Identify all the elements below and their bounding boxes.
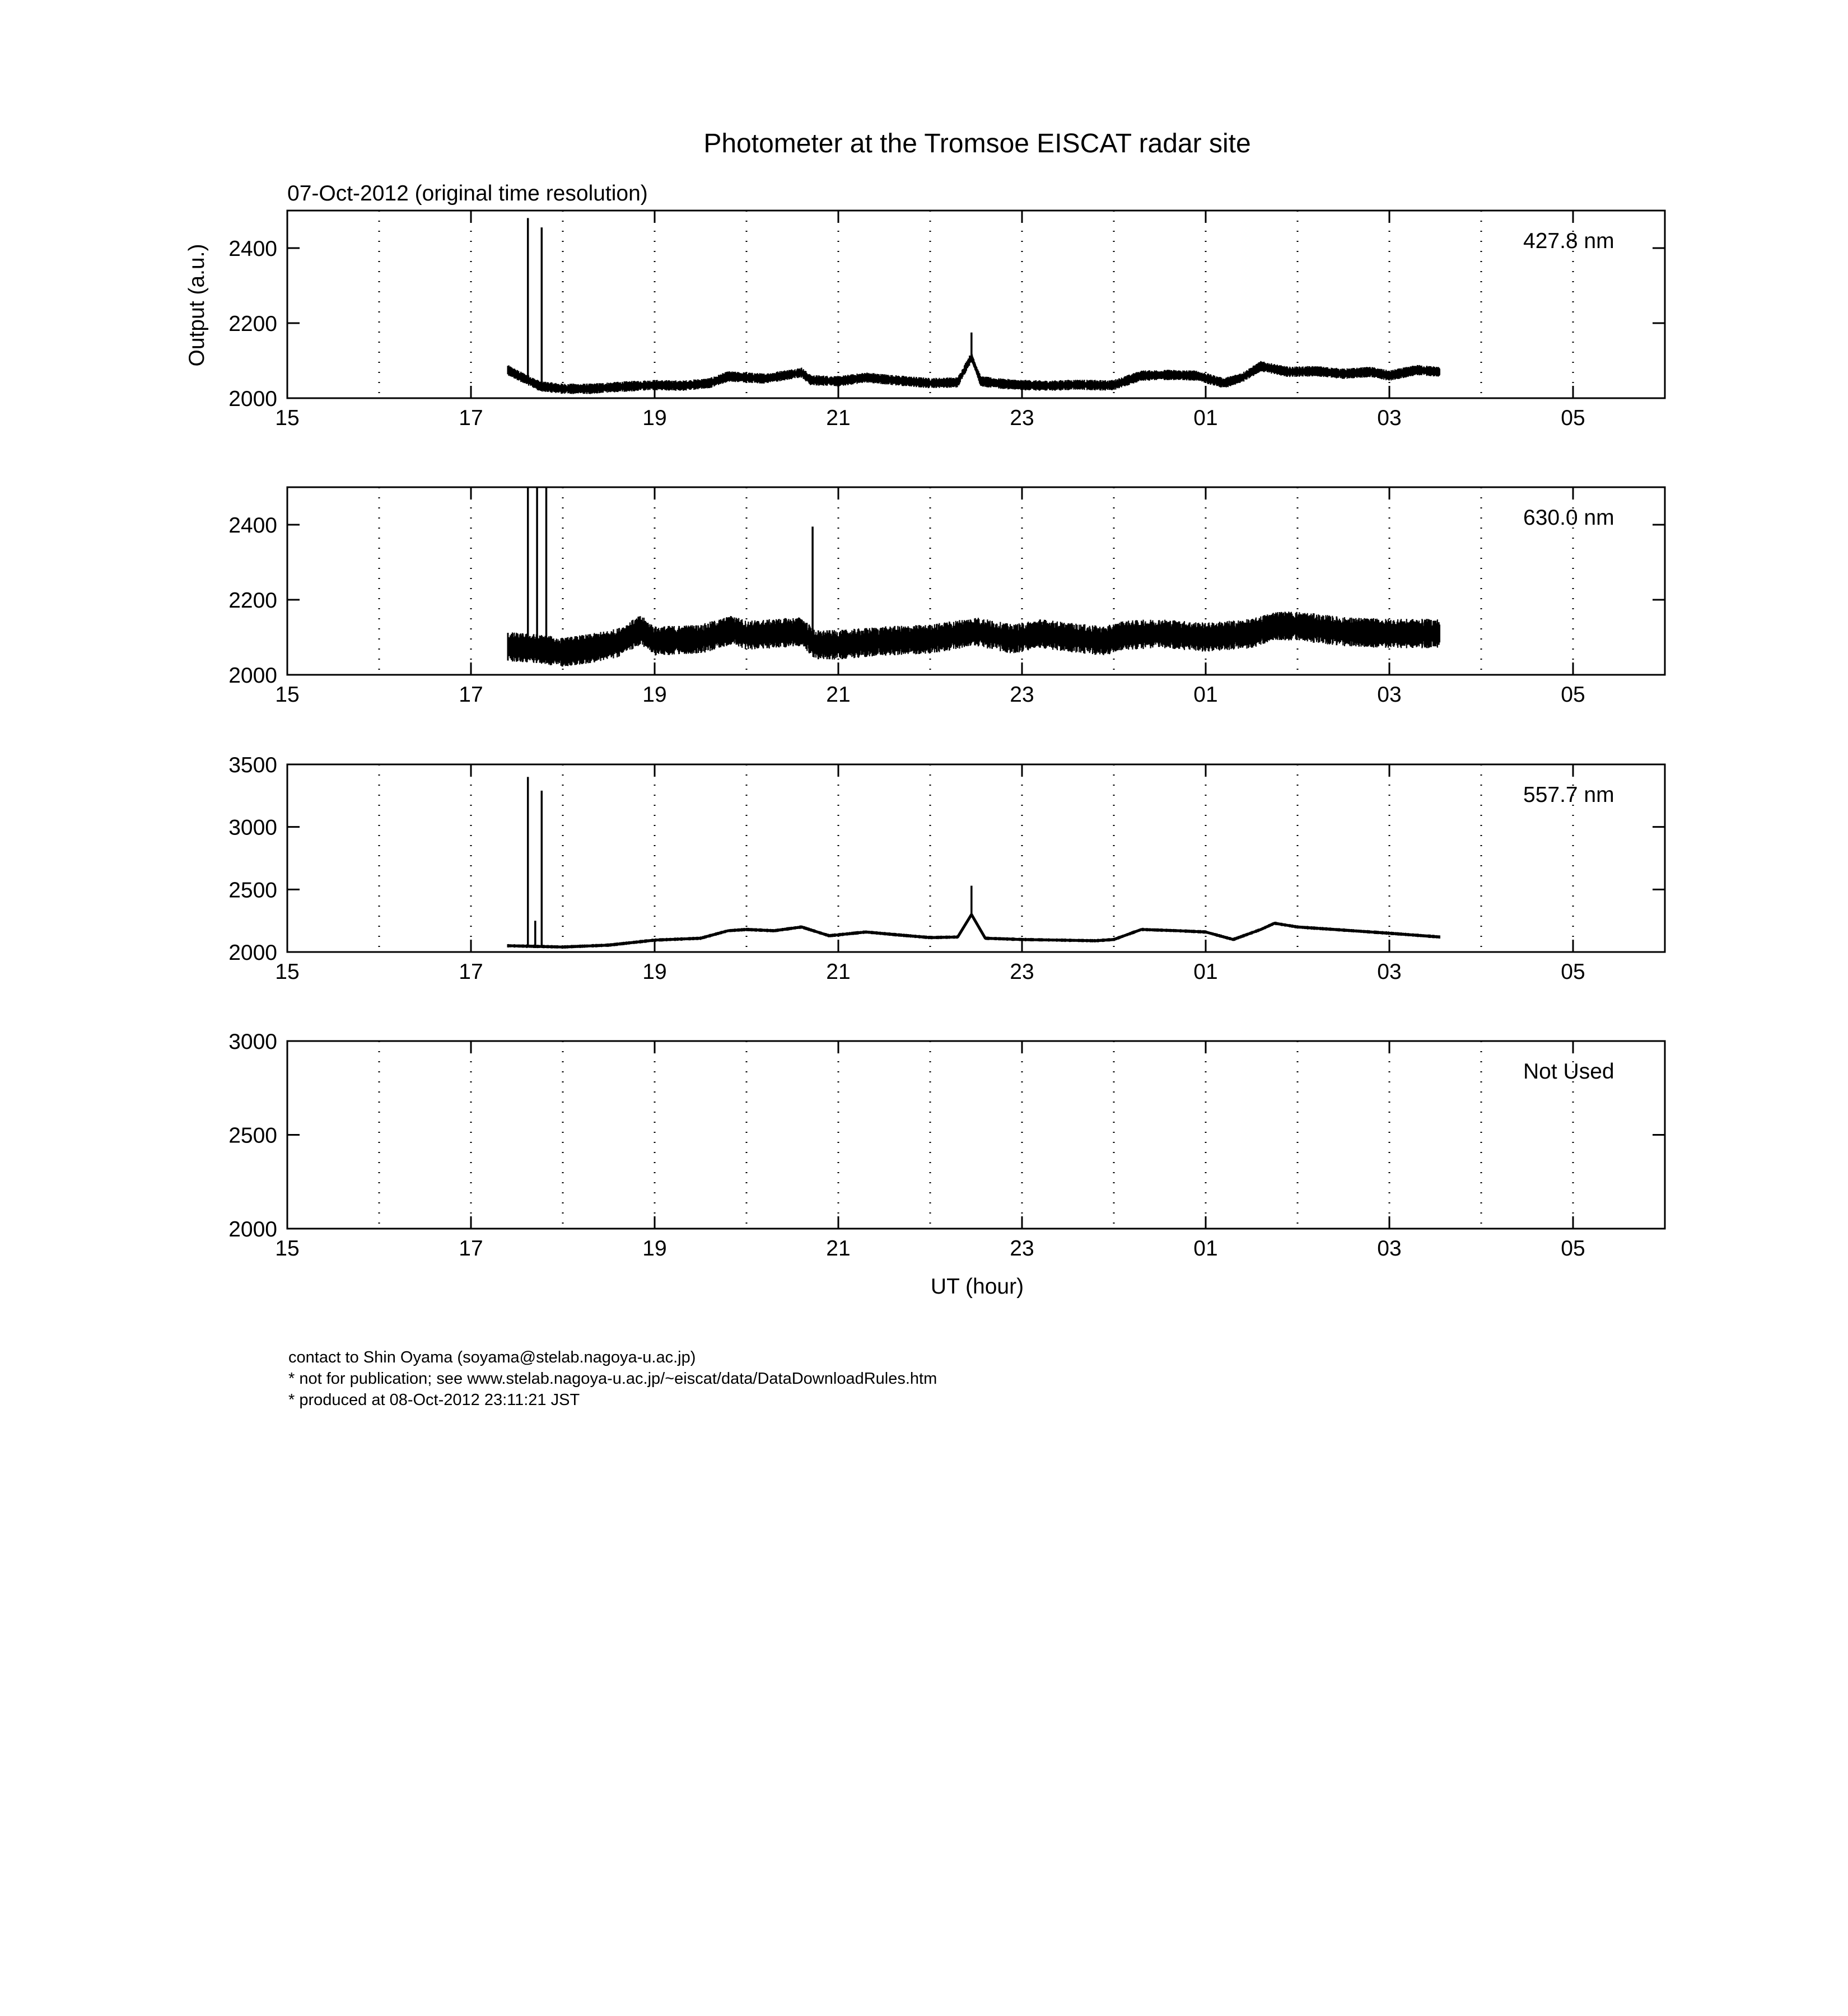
x-tick-label: 03 (1377, 960, 1402, 984)
x-tick-label: 01 (1193, 406, 1218, 430)
y-tick-label: 2500 (228, 1123, 277, 1148)
series-line (508, 914, 1440, 947)
y-axis-label: Output (a.u.) (185, 244, 209, 367)
chart-subtitle: 07-Oct-2012 (original time resolution) (287, 181, 648, 206)
series-label: 557.7 nm (1523, 783, 1614, 807)
footer-contact: contact to Shin Oyama (soyama@stelab.nagoya-u.ac.jp) (288, 1348, 696, 1366)
chart-title: Photometer at the Tromsoe EISCAT radar site (703, 129, 1251, 158)
x-tick-label: 17 (459, 683, 483, 707)
y-tick-label: 2200 (228, 312, 277, 336)
x-tick-label: 21 (826, 1236, 851, 1261)
x-tick-label: 05 (1561, 683, 1585, 707)
x-tick-label: 21 (826, 406, 851, 430)
y-tick-label: 2000 (228, 941, 277, 965)
x-tick-label: 23 (1010, 1236, 1034, 1261)
x-tick-label: 17 (459, 960, 483, 984)
series-line (508, 357, 1440, 389)
y-tick-label: 2000 (228, 664, 277, 688)
x-tick-label: 05 (1561, 406, 1585, 430)
x-tick-label: 17 (459, 1236, 483, 1261)
series-label: Not Used (1523, 1060, 1614, 1084)
y-tick-label: 3500 (228, 753, 277, 777)
x-tick-label: 19 (642, 683, 667, 707)
x-tick-label: 19 (642, 1236, 667, 1261)
x-tick-label: 01 (1193, 960, 1218, 984)
x-tick-label: 19 (642, 960, 667, 984)
y-tick-label: 2000 (228, 387, 277, 411)
series-noise-band (508, 352, 1440, 394)
x-tick-label: 01 (1193, 1236, 1218, 1261)
x-axis-label: UT (hour) (930, 1275, 1024, 1299)
y-tick-label: 2500 (228, 878, 277, 903)
chart-panels (228, 211, 1665, 1261)
series-label: 427.8 nm (1523, 229, 1614, 253)
footer-publication-note[interactable]: * not for publication; see www.stelab.nagoya-u.ac.jp/~eiscat/data/DataDownloadRules.htm (288, 1370, 937, 1388)
x-tick-label: 23 (1010, 406, 1034, 430)
x-tick-label: 21 (826, 683, 851, 707)
x-tick-label: 05 (1561, 1236, 1585, 1261)
y-tick-label: 2400 (228, 237, 277, 261)
series-label: 630.0 nm (1523, 506, 1614, 530)
y-tick-label: 3000 (228, 815, 277, 840)
chart-panel-4 (228, 1030, 1665, 1261)
x-tick-label: 03 (1377, 1236, 1402, 1261)
chart-panel-3 (228, 753, 1665, 984)
y-tick-label: 2400 (228, 514, 277, 538)
footer-produced-at: * produced at 08-Oct-2012 23:11:21 JST (288, 1391, 580, 1409)
x-tick-label: 19 (642, 406, 667, 430)
footer-notes (288, 1347, 937, 1411)
x-tick-label: 03 (1377, 406, 1402, 430)
x-tick-label: 15 (275, 960, 300, 984)
x-tick-label: 17 (459, 406, 483, 430)
x-tick-label: 03 (1377, 683, 1402, 707)
axes-frame (287, 487, 1665, 675)
y-tick-label: 3000 (228, 1030, 277, 1054)
x-tick-label: 23 (1010, 683, 1034, 707)
y-tick-label: 2000 (228, 1217, 277, 1242)
chart-panel-2 (228, 487, 1665, 707)
x-tick-label: 01 (1193, 683, 1218, 707)
series-noise-band (508, 612, 1440, 666)
x-tick-label: 05 (1561, 960, 1585, 984)
x-tick-label: 23 (1010, 960, 1034, 984)
x-tick-label: 21 (826, 960, 851, 984)
x-tick-label: 15 (275, 406, 300, 430)
axes-frame (287, 1041, 1665, 1229)
x-tick-label: 15 (275, 1236, 300, 1261)
x-tick-label: 15 (275, 683, 300, 707)
y-tick-label: 2200 (228, 589, 277, 613)
chart-panel-1 (228, 211, 1665, 430)
